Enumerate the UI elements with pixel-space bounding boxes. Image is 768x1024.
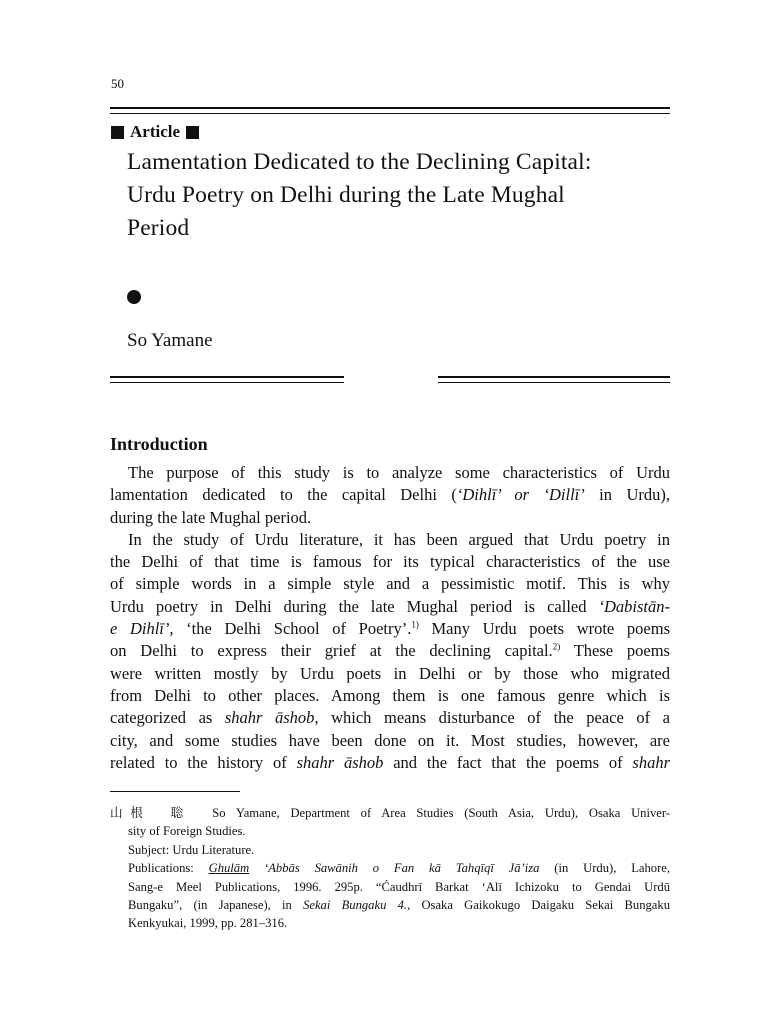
footnote-line: 山根 聡 So Yamane, Department of Area Studies (South Asia, Urdu), Osaka Univer-	[110, 806, 670, 820]
black-square-icon	[186, 126, 199, 139]
text-line: the Delhi of that time is famous for its typical characteristics of the use	[110, 552, 670, 572]
header-rule	[110, 107, 670, 114]
footnote-rule	[110, 791, 240, 792]
text-line: Urdu poetry in Delhi during the late Mughal period is called ‘Dabistān-	[110, 596, 670, 616]
black-square-icon	[111, 126, 124, 139]
section-label-text: Article	[130, 122, 181, 141]
footnote-line: sity of Foreign Studies.	[128, 824, 246, 839]
section-heading: Introduction	[110, 434, 208, 454]
text-line: of simple words in a simple style and a pessimistic motif. This is why	[110, 574, 670, 594]
article-title	[127, 146, 687, 245]
text-line: e Dihlī’, ‘the Delhi School of Poetry’.$^{1)}$ Many Urdu poets wrote poems	[110, 619, 670, 639]
body-text	[110, 462, 670, 774]
page-number: 50	[111, 76, 124, 91]
section-label	[111, 122, 199, 142]
title-line: Lamentation Dedicated to the Declining Capital:	[127, 149, 592, 175]
divider-right	[438, 376, 670, 383]
footnote-line: Publications: Ghulām ‘Abbās Sawānih o Fan kā Tahqīqī Jā’iza (in Urdu), Lahore,	[128, 861, 671, 876]
divider-left	[110, 376, 344, 383]
text-line: during the late Mughal period.	[110, 507, 312, 527]
bullet-icon	[127, 290, 141, 304]
footnote-line: Sang-e Meel Publications, 1996. 295p. “Ćaudhrī Barkat ‘Alī Ichizoku to Gendai Urdū	[128, 879, 670, 894]
author-name: So Yamane	[127, 330, 213, 351]
author-footnote	[110, 804, 670, 933]
text-line: were written mostly by Urdu poets in Delhi or by those who migrated	[110, 663, 670, 683]
author-name-japanese: 山根 聡	[110, 806, 191, 820]
footnote-line: Kenkyukai, 1999, pp. 281–316.	[128, 916, 288, 931]
text-line: In the study of Urdu literature, it has been argued that Urdu poetry in	[128, 529, 670, 549]
text-line: The purpose of this study is to analyze some characteristics of Urdu	[128, 463, 670, 482]
title-line: Period	[127, 215, 190, 241]
text-line: from Delhi to other places. Among them is one famous genre which is	[110, 685, 670, 705]
title-line: Urdu Poetry on Delhi during the Late Mughal	[127, 182, 565, 208]
text-line: related to the history of shahr āshob and the fact that the poems of shahr	[110, 752, 670, 772]
footnote-line: Bungaku”, (in Japanese), in Sekai Bungaku 4., Osaka Gaikokugo Daigaku Sekai Bungaku	[128, 898, 670, 913]
text-line: on Delhi to express their grief at the declining capital.$^{2)}$ These poems	[110, 641, 670, 661]
text-line: city, and some studies have been done on it. Most studies, however, are	[110, 730, 670, 750]
footnote-line: Subject: Urdu Literature.	[128, 842, 255, 857]
text-line: lamentation dedicated to the capital Delhi (‘Dihlī’ or ‘Dillī’ in Urdu),	[110, 485, 670, 505]
text-line: categorized as shahr āshob, which means disturbance of the peace of a	[110, 708, 670, 728]
